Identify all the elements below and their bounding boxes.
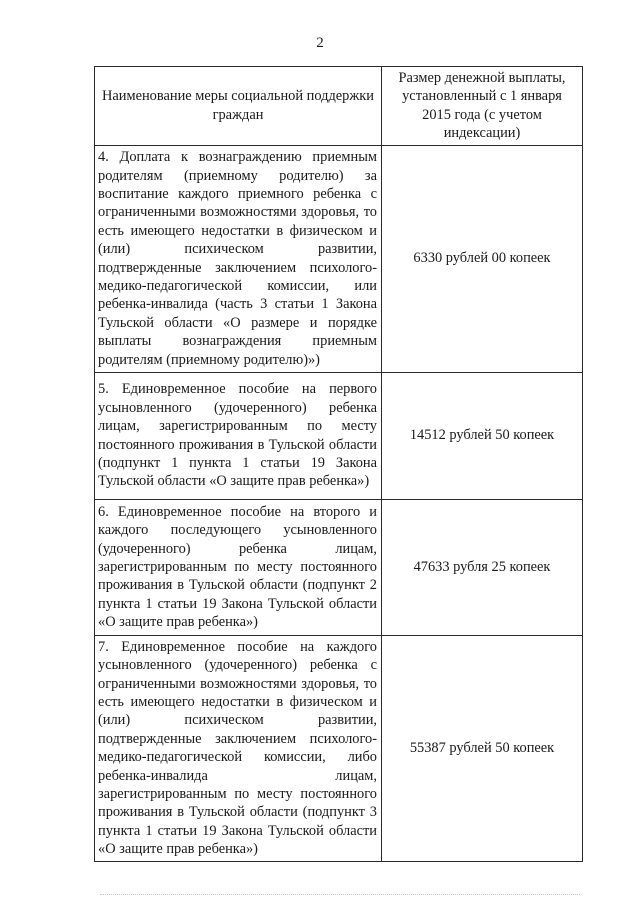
- table-header-row: [95, 67, 583, 146]
- amount-cell: 55387 рублей 50 копеек: [382, 635, 583, 861]
- scan-artifact-divider: [100, 894, 580, 897]
- measure-cell: 7. Единовременное пособие на каждого усыновленного (удочеренного) ребенка с ограниченными возможностями здоровья, то есть имеющего недостатки в физическом и (или) психическом развитии, подтвержденные заключением психолого-медико-педагогической комиссии, либо ребенка-инвалида лицам, зарегистрированным по месту постоянного проживания в Тульской области (подпункт 3 пункта 1 статьи 19 Закона Тульской области «О защите прав ребенка»): [95, 635, 382, 861]
- table-row: [95, 372, 583, 499]
- header-measure-name: Наименование меры социальной поддержки граждан: [95, 67, 382, 146]
- table-row: [95, 499, 583, 635]
- measure-cell: 6. Единовременное пособие на второго и каждого последующего усыновленного (удочеренного) ребенка лицам, зарегистрированным по месту постоянного проживания в Тульской области (подпункт 2 пункта 1 статьи 19 Закона Тульской области «О защите прав ребенка»): [95, 499, 382, 635]
- measure-cell: 4. Доплата к вознаграждению приемным родителям (приемному родителю) за воспитание каждого приемного ребенка с ограниченными возможностями здоровья, то есть имеющего недостатки в физическом и (или) психическом развитии, подтвержденные заключением психолого-медико-педагогической комиссии, или ребенка-инвалида (часть 3 статьи 1 Закона Тульской области «О размере и порядке выплаты вознаграждения приемным родителям (приемному родителю)»): [95, 145, 382, 372]
- amount-cell: 6330 рублей 00 копеек: [382, 145, 583, 372]
- header-payment-amount: Размер денежной выплаты, установленный с 1 января 2015 года (с учетом индексации): [382, 67, 583, 146]
- amount-cell: 47633 рубля 25 копеек: [382, 499, 583, 635]
- social-support-table: [94, 66, 583, 862]
- measure-cell: 5. Единовременное пособие на первого усыновленного (удочеренного) ребенка лицам, зарегистрированным по месту постоянного проживания в Тульской области (подпункт 1 пункта 1 статьи 19 Закона Тульской области «О защите прав ребенка»): [95, 372, 382, 499]
- page-number: 2: [316, 35, 324, 51]
- table-row: [95, 145, 583, 372]
- table-row: [95, 635, 583, 861]
- amount-cell: 14512 рублей 50 копеек: [382, 372, 583, 499]
